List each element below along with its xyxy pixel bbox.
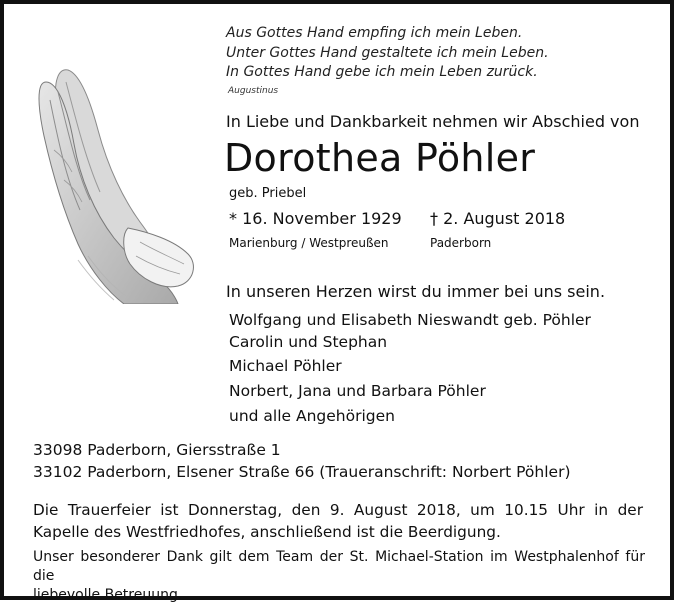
thanks-text: [33, 548, 645, 605]
address-line: 33102 Paderborn, Elsener Straße 66 (Traueranschrift: Norbert Pöhler): [33, 463, 571, 481]
birth-name: geb. Priebel: [229, 186, 307, 201]
deceased-name: Dorothea Pöhler: [224, 136, 536, 180]
quote-line-3: In Gottes Hand gebe ich mein Leben zurück.: [226, 64, 538, 80]
death-place: Paderborn: [430, 236, 492, 250]
quote-source: Augustinus: [228, 86, 279, 96]
address-line: 33098 Paderborn, Giersstraße 1: [33, 441, 281, 459]
death-date: † 2. August 2018: [430, 209, 566, 228]
family-line: Carolin und Stephan: [229, 333, 388, 351]
family-line: und alle Angehörigen: [229, 407, 395, 425]
thanks-line: liebevolle Betreuung.: [33, 587, 183, 603]
farewell-line: In Liebe und Dankbarkeit nehmen wir Abschied von: [226, 112, 640, 131]
service-line: Die Trauerfeier ist Donnerstag, den 9. August 2018, um 10.15 Uhr in der: [33, 501, 643, 519]
praying-hands-icon: [28, 60, 212, 304]
birth-place: Marienburg / Westpreußen: [229, 236, 389, 250]
quote-line-1: Aus Gottes Hand empfing ich mein Leben.: [226, 25, 523, 41]
service-line: Kapelle des Westfriedhofes, anschließend ist die Beerdigung.: [33, 523, 501, 541]
funeral-service-text: [33, 499, 643, 543]
family-line: Wolfgang und Elisabeth Nieswandt geb. Pöhler: [229, 311, 591, 329]
birth-date: * 16. November 1929: [229, 209, 402, 228]
quote-line-2: Unter Gottes Hand gestaltete ich mein Leben.: [226, 45, 549, 61]
motto: In unseren Herzen wirst du immer bei uns sein.: [226, 282, 606, 301]
family-line: Norbert, Jana und Barbara Pöhler: [229, 382, 486, 400]
family-line: Michael Pöhler: [229, 357, 342, 375]
thanks-line: Unser besonderer Dank gilt dem Team der St. Michael-Station im Westphalenhof für die: [33, 549, 645, 584]
